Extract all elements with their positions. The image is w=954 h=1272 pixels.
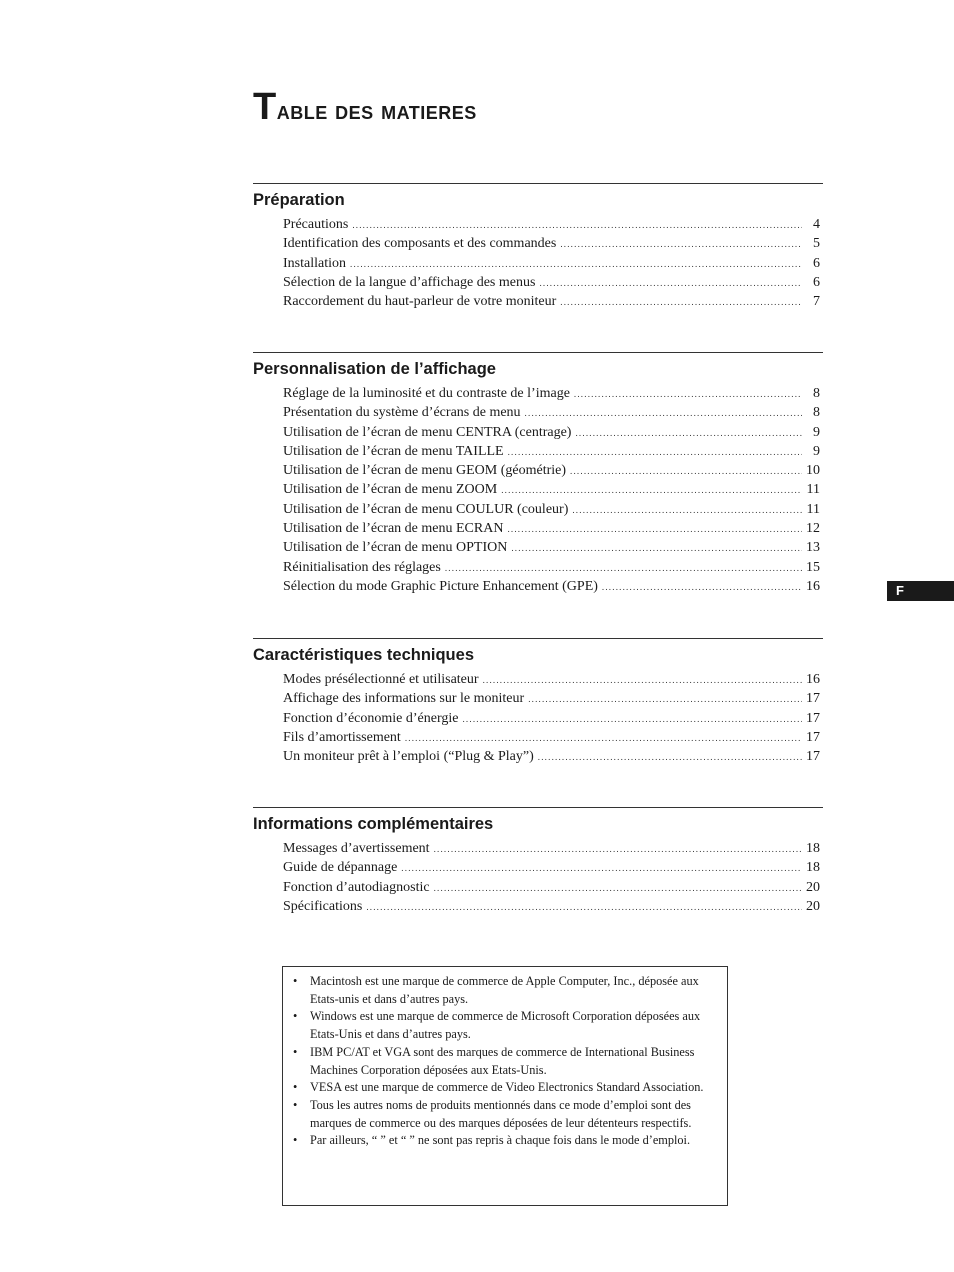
toc-entry-page: 5	[813, 236, 820, 252]
toc-section-informations	[253, 807, 823, 916]
section-divider	[253, 352, 823, 353]
toc-entry-page: 17	[806, 691, 820, 707]
dot-leader	[528, 690, 802, 709]
toc-entry-page: 20	[806, 879, 820, 895]
trademark-item	[293, 1097, 713, 1132]
bullet-icon: •	[293, 1097, 298, 1112]
toc-entry-page: 9	[813, 424, 820, 440]
bullet-icon: •	[293, 974, 298, 988]
trademark-text: Tous les autres noms de produits mentionnés dans ce mode d’emploi sont des marques de commerce ou des marques déposées de leur détenteurs respectifs.	[310, 1097, 692, 1130]
trademark-text: Windows est une marque de commerce de Microsoft Corporation déposées aux Etats-Unis et dans d’autres pays.	[310, 1009, 701, 1042]
toc-list	[283, 839, 820, 916]
toc-entry[interactable]	[283, 577, 820, 596]
toc-section-personnalisation	[253, 352, 823, 596]
dot-leader	[560, 293, 802, 312]
bullet-icon: •	[293, 1044, 298, 1059]
section-title: Préparation	[253, 191, 345, 209]
dot-leader	[483, 671, 802, 690]
toc-entry-page: 10	[806, 463, 820, 479]
toc-entry-label: Utilisation de l’écran de menu CENTRA (centrage)	[283, 424, 572, 440]
section-title: Caractéristiques techniques	[253, 646, 474, 664]
dot-leader	[501, 481, 802, 500]
dot-leader	[350, 255, 802, 274]
toc-entry[interactable]	[283, 442, 820, 461]
trademark-notice-box	[282, 966, 728, 1206]
toc-entry-label: Utilisation de l’écran de menu COULUR (couleur)	[283, 501, 569, 517]
dot-leader	[434, 840, 802, 859]
dot-leader	[574, 385, 802, 404]
language-tab: F	[887, 581, 954, 601]
toc-entry-page: 7	[813, 294, 820, 310]
dot-leader	[602, 578, 802, 597]
toc-entry[interactable]	[283, 519, 820, 538]
toc-list	[283, 670, 820, 766]
toc-entry-page: 4	[813, 217, 820, 232]
toc-section-caracteristiques	[253, 638, 823, 766]
toc-entry[interactable]	[283, 878, 820, 897]
toc-entry-label: Modes présélectionné et utilisateur	[283, 672, 479, 687]
toc-entry[interactable]	[283, 689, 820, 708]
toc-entry[interactable]	[283, 461, 820, 480]
toc-entry-page: 6	[813, 255, 820, 271]
section-divider	[253, 638, 823, 639]
toc-entry-label: Fils d’amortissement	[283, 729, 401, 745]
dot-leader	[538, 748, 802, 767]
toc-entry-label: Messages d’avertissement	[283, 841, 430, 856]
toc-entry-label: Présentation du système d’écrans de menu	[283, 405, 521, 421]
toc-entry-page: 11	[806, 482, 820, 498]
toc-list	[283, 384, 820, 596]
bullet-icon: •	[293, 1133, 298, 1148]
toc-entry-label: Installation	[283, 255, 346, 271]
toc-entry[interactable]	[283, 403, 820, 422]
dot-leader	[352, 216, 802, 235]
section-divider	[253, 183, 823, 184]
toc-entry-label: Réglage de la luminosité et du contraste de l’image	[283, 386, 570, 401]
toc-entry[interactable]	[283, 858, 820, 877]
trademark-text: Macintosh est une marque de commerce de Apple Computer, Inc., déposée aux Etats-unis et dans d’autres pays.	[310, 974, 699, 1006]
toc-entry[interactable]	[283, 292, 820, 311]
dot-leader	[570, 462, 802, 481]
toc-entry[interactable]	[283, 747, 820, 766]
dot-leader	[525, 404, 802, 423]
toc-entry-page: 8	[813, 386, 820, 401]
toc-entry-label: Utilisation de l’écran de menu ZOOM	[283, 482, 498, 498]
toc-entry[interactable]	[283, 709, 820, 728]
section-title: Informations complémentaires	[253, 815, 494, 833]
bullet-icon: •	[293, 1080, 298, 1095]
toc-entry-page: 17	[806, 729, 820, 745]
toc-entry-page: 13	[806, 540, 820, 556]
dot-leader	[462, 710, 802, 729]
dot-leader	[560, 235, 802, 254]
trademark-item	[293, 1008, 713, 1043]
toc-entry[interactable]	[283, 670, 820, 689]
toc-entry[interactable]	[283, 897, 820, 916]
toc-entry[interactable]	[283, 215, 820, 234]
toc-entry-label: Utilisation de l’écran de menu TAILLE	[283, 443, 504, 459]
toc-entry-label: Fonction d’économie d’énergie	[283, 710, 459, 726]
toc-entry[interactable]	[283, 538, 820, 557]
page-title	[253, 88, 477, 126]
dot-leader	[507, 520, 802, 539]
toc-entry-page: 16	[806, 672, 820, 687]
toc-entry-page: 6	[813, 274, 820, 290]
dot-leader	[572, 501, 802, 520]
trademark-list	[293, 973, 713, 1150]
trademark-item	[293, 1079, 713, 1097]
toc-entry-label: Fonction d’autodiagnostic	[283, 879, 430, 895]
toc-entry-label: Spécifications	[283, 898, 363, 914]
toc-entry-page: 12	[806, 521, 820, 537]
dot-leader	[366, 898, 802, 917]
toc-entry-page: 20	[806, 898, 820, 914]
toc-entry-page: 15	[806, 559, 820, 575]
toc-entry-page: 8	[813, 405, 820, 421]
toc-entry-page: 18	[806, 860, 820, 876]
toc-entry[interactable]	[283, 384, 820, 403]
toc-entry[interactable]	[283, 480, 820, 499]
dot-leader	[405, 729, 802, 748]
trademark-text: VESA est une marque de commerce de Video Electronics Standard Association.	[310, 1080, 704, 1095]
bullet-icon: •	[293, 1009, 298, 1024]
trademark-item	[293, 973, 713, 1008]
dot-leader	[511, 539, 802, 558]
toc-entry[interactable]	[283, 254, 820, 273]
section-divider	[253, 807, 823, 808]
toc-entry-page: 17	[806, 710, 820, 726]
toc-entry-label: Utilisation de l’écran de menu OPTION	[283, 540, 508, 556]
dot-leader	[575, 424, 802, 443]
dot-leader	[434, 879, 802, 898]
trademark-item	[293, 1044, 713, 1079]
page-title-initial: T	[253, 86, 277, 128]
toc-entry-label: Précautions	[283, 217, 349, 232]
dot-leader	[445, 559, 802, 578]
dot-leader	[401, 859, 802, 878]
section-title: Personnalisation de l’affichage	[253, 360, 496, 378]
toc-entry-page: 11	[806, 501, 820, 517]
toc-entry-label: Utilisation de l’écran de menu GEOM (géométrie)	[283, 463, 567, 479]
page-title-rest: able des matieres	[276, 97, 477, 125]
toc-entry-page: 17	[806, 749, 820, 765]
toc-entry-label: Affichage des informations sur le moniteur	[283, 691, 525, 707]
trademark-text: Par ailleurs, “ ” et “ ” ne sont pas repris à chaque fois dans le mode d’emploi.	[310, 1133, 691, 1148]
trademark-text: IBM PC/AT et VGA sont des marques de commerce de International Business Machines Corporation déposées aux Etats-Unis.	[310, 1044, 695, 1077]
toc-entry-label: Sélection de la langue d’affichage des menus	[283, 274, 536, 290]
toc-entry[interactable]	[283, 423, 820, 442]
toc-entry-label: Réinitialisation des réglages	[283, 559, 441, 575]
toc-entry-label: Utilisation de l’écran de menu ECRAN	[283, 521, 504, 537]
toc-list	[283, 215, 820, 311]
trademark-item	[293, 1132, 713, 1150]
toc-entry-label: Un moniteur prêt à l’emploi (“Plug & Play”)	[283, 749, 534, 765]
toc-entry-label: Raccordement du haut-parleur de votre moniteur	[283, 294, 557, 310]
toc-entry-page: 9	[813, 443, 820, 459]
toc-entry[interactable]	[283, 558, 820, 577]
toc-entry-label: Identification des composants et des commandes	[283, 236, 557, 252]
toc-entry-label: Sélection du mode Graphic Picture Enhancement (GPE)	[283, 578, 598, 594]
toc-entry[interactable]	[283, 500, 820, 519]
toc-entry-page: 16	[806, 578, 820, 594]
dot-leader	[539, 274, 802, 293]
toc-entry-label: Guide de dépannage	[283, 860, 398, 876]
toc-entry[interactable]	[283, 234, 820, 253]
toc-entry[interactable]	[283, 728, 820, 747]
toc-entry-page: 18	[806, 841, 820, 856]
toc-entry[interactable]	[283, 839, 820, 858]
dot-leader	[508, 443, 802, 462]
toc-entry[interactable]	[283, 273, 820, 292]
toc-section-preparation	[253, 183, 823, 311]
